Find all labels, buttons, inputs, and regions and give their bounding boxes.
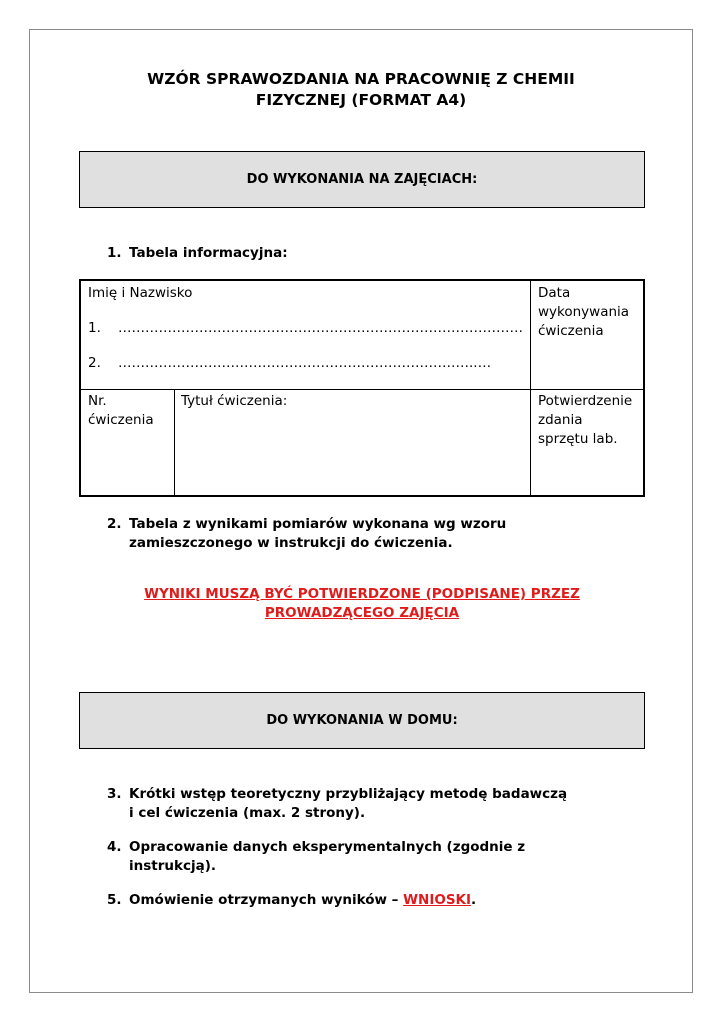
item-1 bbox=[107, 244, 627, 263]
confirmation-label: Potwierdzenie zdania sprzętu lab. bbox=[538, 393, 633, 447]
name-row-1-number: 1. bbox=[88, 320, 101, 336]
item-5-end: . bbox=[471, 892, 477, 908]
name-cell bbox=[81, 281, 531, 389]
title-line-2: FIZYCZNEJ (FORMAT A4) bbox=[255, 91, 467, 109]
item-5-highlight: WNIOSKI bbox=[403, 892, 472, 908]
item-2 bbox=[107, 515, 627, 553]
table-divider-vertical-right bbox=[530, 281, 531, 495]
warning-line-2: PROWADZĄCEGO ZAJĘCIA bbox=[264, 605, 460, 621]
name-row-2 bbox=[88, 354, 524, 373]
warning-line-1: WYNIKI MUSZĄ BYĆ POTWIERDZONE (PODPISANE) PRZEZ bbox=[144, 586, 580, 602]
item-3 bbox=[107, 785, 627, 823]
exercise-title-label: Tytuł ćwiczenia: bbox=[181, 393, 288, 409]
table-divider-horizontal bbox=[81, 389, 643, 390]
name-row-2-dots: ……………………………………………………………………..… bbox=[118, 355, 492, 371]
item-1-number: 1. bbox=[107, 245, 122, 261]
item-5-text: Omówienie otrzymanych wyników – bbox=[129, 892, 399, 908]
title-line-1: WZÓR SPRAWOZDANIA NA PRACOWNIĘ Z CHEMII bbox=[147, 70, 575, 88]
section-lab-heading: DO WYKONANIA NA ZAJĘCIACH: bbox=[246, 172, 478, 187]
item-3-line-1: Krótki wstęp teoretyczny przybliżający metodę badawczą bbox=[129, 786, 568, 802]
item-4 bbox=[107, 838, 627, 876]
document-title bbox=[29, 69, 693, 111]
date-label: Data wykonywania ćwiczenia bbox=[538, 285, 630, 339]
item-2-line-2: zamieszczonego w instrukcji do ćwiczenia. bbox=[129, 535, 453, 551]
item-1-text: Tabela informacyjna: bbox=[129, 245, 288, 261]
item-3-line-2: i cel ćwiczenia (max. 2 strony). bbox=[129, 805, 366, 821]
item-4-line-2: instrukcją). bbox=[129, 858, 217, 874]
exercise-title-cell bbox=[174, 389, 531, 495]
name-label: Imię i Nazwisko bbox=[88, 285, 193, 301]
info-table bbox=[79, 279, 645, 497]
section-home-heading: DO WYKONANIA W DOMU: bbox=[266, 713, 458, 728]
section-lab-box bbox=[79, 151, 645, 208]
warning-notice bbox=[79, 585, 645, 623]
item-3-number: 3. bbox=[107, 786, 122, 802]
item-2-line-1: Tabela z wynikami pomiarów wykonana wg wzoru bbox=[129, 516, 507, 532]
exercise-number-cell bbox=[81, 389, 174, 495]
date-cell bbox=[531, 281, 643, 389]
confirmation-cell bbox=[531, 389, 643, 495]
table-divider-vertical-left bbox=[174, 389, 175, 495]
name-row-1-dots: ……………………………………………………………………………… bbox=[118, 320, 523, 336]
item-4-number: 4. bbox=[107, 839, 122, 855]
name-row-1 bbox=[88, 319, 524, 338]
item-5-text-wrap bbox=[107, 891, 627, 910]
item-5-number: 5. bbox=[107, 892, 122, 908]
exercise-number-label: Nr. ćwiczenia bbox=[88, 393, 154, 428]
section-home-box bbox=[79, 692, 645, 749]
name-row-2-number: 2. bbox=[88, 355, 101, 371]
item-5 bbox=[107, 891, 627, 910]
item-4-line-1: Opracowanie danych eksperymentalnych (zgodnie z bbox=[129, 839, 526, 855]
item-2-number: 2. bbox=[107, 516, 122, 532]
